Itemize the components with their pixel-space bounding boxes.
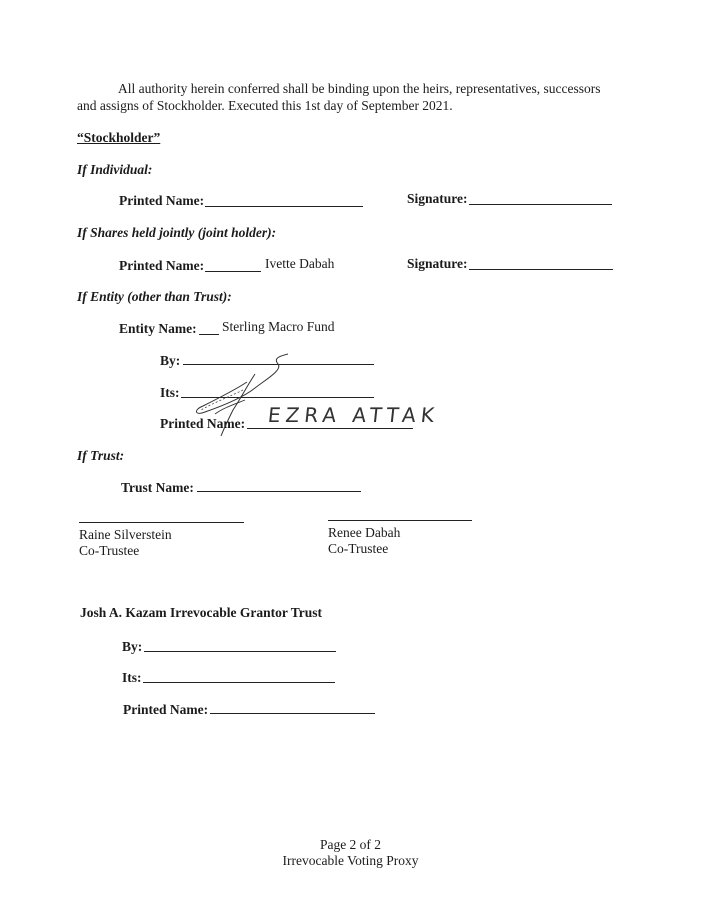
trustee1-title: Co-Trustee bbox=[79, 543, 140, 558]
entity-heading: If Entity (other than Trust): bbox=[77, 289, 232, 304]
intro-line-2: and assigns of Stockholder. Executed this 1st day of September 2021. bbox=[77, 98, 453, 113]
grantor-its-label: Its: bbox=[122, 670, 142, 685]
footer-page-number: Page 2 of 2 bbox=[319, 837, 382, 852]
stockholder-heading: “Stockholder” bbox=[77, 130, 161, 145]
signature-stroke-2 bbox=[221, 374, 255, 436]
individual-signature-label: Signature: bbox=[407, 191, 468, 206]
grantor-by-line bbox=[144, 651, 336, 652]
grantor-by-label: By: bbox=[122, 639, 143, 654]
joint-heading: If Shares held jointly (joint holder): bbox=[77, 225, 277, 240]
entity-name-label: Entity Name: bbox=[119, 321, 197, 336]
trustee1-signature-line bbox=[79, 522, 244, 523]
individual-printed-name-label: Printed Name: bbox=[119, 193, 205, 208]
joint-printed-name-line bbox=[205, 271, 261, 272]
individual-printed-name-line bbox=[205, 206, 363, 207]
entity-printed-name-handwritten: EZRA ATTAK bbox=[266, 403, 441, 427]
entity-its-label: Its: bbox=[160, 385, 180, 400]
trust-heading: If Trust: bbox=[77, 448, 125, 463]
entity-by-label: By: bbox=[160, 353, 181, 368]
joint-signature-label: Signature: bbox=[407, 256, 468, 271]
grantor-its-line bbox=[143, 682, 335, 683]
trustee2-name: Renee Dabah bbox=[328, 525, 401, 540]
entity-name-line bbox=[199, 334, 219, 335]
joint-signature-line bbox=[469, 269, 613, 270]
joint-printed-name-label: Printed Name: bbox=[119, 258, 205, 273]
entity-name-value: Sterling Macro Fund bbox=[222, 319, 335, 334]
intro-line-1: All authority herein conferred shall be binding upon the heirs, representatives, successors bbox=[118, 81, 601, 96]
trust-name-line bbox=[197, 491, 361, 492]
trust-name-label: Trust Name: bbox=[121, 480, 194, 495]
entity-printed-name-label: Printed Name: bbox=[160, 416, 246, 431]
individual-signature-line bbox=[469, 204, 612, 205]
grantor-trust-title: Josh A. Kazam Irrevocable Grantor Trust bbox=[80, 605, 322, 620]
footer-document-title: Irrevocable Voting Proxy bbox=[282, 853, 419, 868]
grantor-printed-name-label: Printed Name: bbox=[123, 702, 209, 717]
trustee2-title: Co-Trustee bbox=[328, 541, 389, 556]
trustee2-signature-line bbox=[328, 520, 472, 521]
grantor-printed-name-line bbox=[210, 713, 375, 714]
trustee1-name: Raine Silverstein bbox=[79, 527, 172, 542]
signature-stroke-3 bbox=[201, 390, 243, 410]
individual-heading: If Individual: bbox=[77, 162, 153, 177]
joint-printed-name-value: Ivette Dabah bbox=[265, 256, 335, 271]
